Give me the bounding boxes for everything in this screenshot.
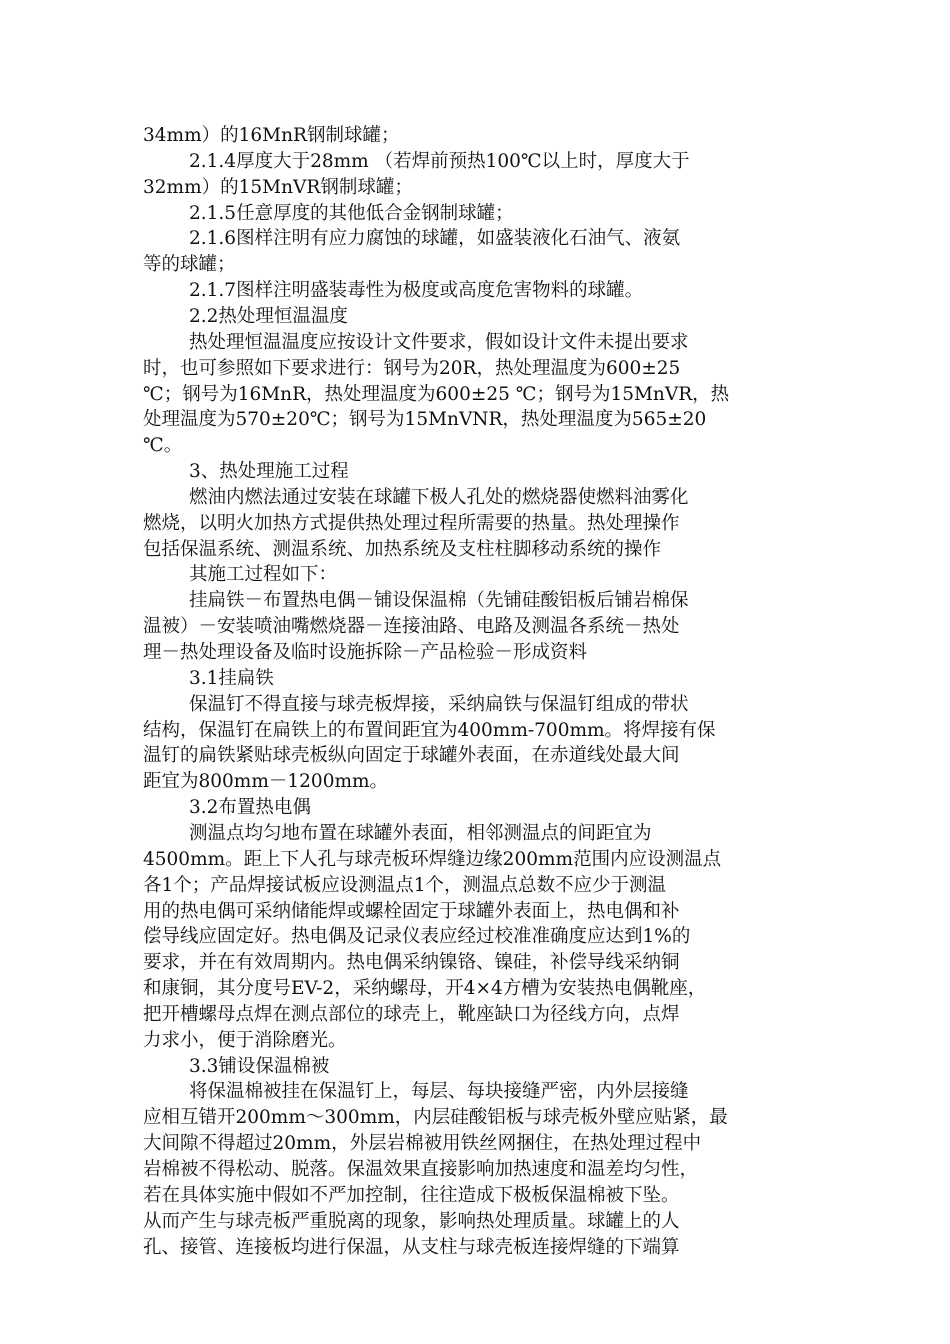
text-line: 2.1.5任意厚度的其他低合金钢制球罐； bbox=[189, 202, 514, 224]
text-line: 3.2布置热电偶 bbox=[189, 797, 311, 819]
text-line: 将保温棉被挂在保温钉上，每层、每块接缝严密，内外层接缝 bbox=[189, 1081, 689, 1103]
text-line: 燃烧，以明火加热方式提供热处理过程所需要的热量。热处理操作 bbox=[143, 512, 680, 534]
text-line: 岩棉被不得松动、脱落。保温效果直接影响加热速度和温差均匀性， bbox=[143, 1159, 699, 1180]
text-line: 2.1.7图样注明盛装毒性为极度或高度危害物料的球罐。 bbox=[189, 280, 644, 302]
text-line: 要求，并在有效周期内。热电偶采纳镍铬、镍硅，补偿导线采纳铜 bbox=[143, 952, 680, 974]
text-line: 保温钉不得直接与球壳板焊接，采纳扁铁与保温钉组成的带状 bbox=[189, 693, 689, 715]
text-line: 等的球罐； bbox=[143, 254, 236, 276]
text-line: 和康铜，其分度号EV-2，采纳螺母，开4×4方槽为安装热电偶靴座， bbox=[143, 978, 707, 1000]
text-line: 热处理恒温温度应按设计文件要求，假如设计文件未提出要求 bbox=[189, 331, 689, 353]
text-line: 3.3铺设保温棉被 bbox=[189, 1055, 330, 1077]
text-line: ℃。 bbox=[143, 435, 183, 457]
text-line: 3.1挂扁铁 bbox=[189, 667, 274, 689]
text-line: 理－热处理设备及临时设施拆除－产品检验－形成资料 bbox=[143, 642, 588, 663]
text-line: ℃；钢号为16MnR，热处理温度为600±25 ℃；钢号为15MnVR，热 bbox=[143, 383, 730, 405]
text-line: 处理温度为570±20℃；钢号为15MnVNR，热处理温度为565±20 bbox=[143, 409, 707, 431]
text-line: 距宜为800mm－1200mm。 bbox=[143, 771, 389, 793]
text-line: 其施工过程如下： bbox=[189, 564, 338, 586]
text-line: 偿导线应固定好。热电偶及记录仪表应经过校准准确度应达到1%的 bbox=[143, 926, 691, 948]
text-line: 挂扁铁－布置热电偶－铺设保温棉（先铺硅酸铝板后铺岩棉保 bbox=[189, 590, 689, 612]
text-line: 用的热电偶可采纳储能焊或螺栓固定于球罐外表面上，热电偶和补 bbox=[143, 900, 680, 922]
text-line: 结构，保温钉在扁铁上的布置间距宜为400mm-700mm。将焊接有保 bbox=[143, 719, 716, 741]
text-line: 大间隙不得超过20mm，外层岩棉被用铁丝网捆住，在热处理过程中 bbox=[143, 1133, 702, 1155]
text-line: 燃油内燃法通过安装在球罐下极人孔处的燃烧器使燃料油雾化 bbox=[189, 486, 689, 508]
text-line: 2.1.6图样注明有应力腐蚀的球罐，如盛装液化石油气、液氨 bbox=[189, 228, 681, 250]
text-line: 温被）－安装喷油嘴燃烧器－连接油路、电路及测温各系统－热处 bbox=[143, 616, 680, 638]
text-line: 3、热处理施工过程 bbox=[189, 461, 349, 483]
text-line: 测温点均匀地布置在球罐外表面，相邻测温点的间距宜为 bbox=[189, 822, 652, 844]
text-line: 孔、接管、连接板均进行保温，从支柱与球壳板连接焊缝的下端算 bbox=[143, 1236, 680, 1258]
text-line: 把开槽螺母点焊在测点部位的球壳上，靴座缺口为径线方向，点焊 bbox=[143, 1003, 680, 1025]
text-line: 各1个；产品焊接试板应设测温点1个，测温点总数不应少于测温 bbox=[143, 874, 667, 896]
text-line: 从而产生与球壳板严重脱离的现象，影响热处理质量。球罐上的人 bbox=[143, 1210, 680, 1232]
text-line: 若在具体实施中假如不严加控制，往往造成下极板保温棉被下坠。 bbox=[143, 1184, 680, 1206]
text-line: 力求小，便于消除磨光。 bbox=[143, 1029, 347, 1051]
text-line: 34mm）的16MnR钢制球罐； bbox=[143, 125, 400, 146]
text-line: 包括保温系统、测温系统、加热系统及支柱柱脚移动系统的操作 bbox=[143, 538, 662, 560]
text-line: 温钉的扁铁紧贴球壳板纵向固定于球罐外表面，在赤道线处最大间 bbox=[143, 745, 680, 767]
text-line: 2.1.4厚度大于28mm （若焊前预热100℃以上时，厚度大于 bbox=[189, 150, 690, 172]
text-line: 32mm）的15MnVR钢制球罐； bbox=[143, 176, 413, 198]
text-line: 2.2热处理恒温温度 bbox=[189, 305, 348, 327]
text-line: 应相互错开200mm～300mm，内层硅酸铝板与球壳板外壁应贴紧，最 bbox=[143, 1107, 728, 1129]
text-line: 时，也可参照如下要求进行：钢号为20R，热处理温度为600±25 bbox=[143, 357, 681, 379]
text-line: 4500mm。距上下人孔与球壳板环焊缝边缘200mm范围内应设测温点 bbox=[143, 848, 722, 870]
